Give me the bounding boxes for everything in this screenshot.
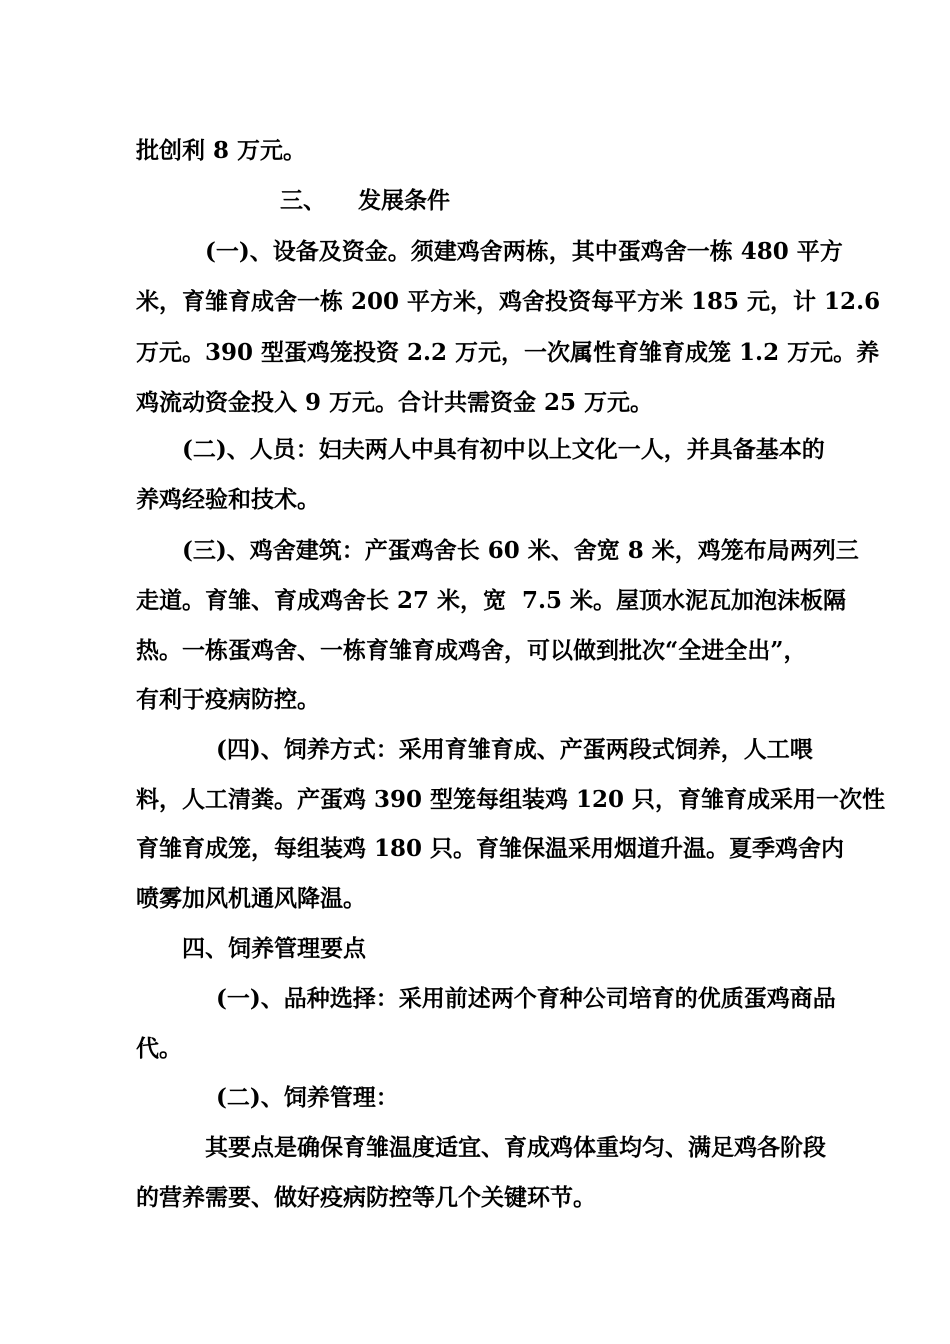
text-line: (一)、品种选择：采用前述两个育种公司培育的优质蛋鸡商品 [216, 985, 836, 1012]
text-line: 的营养需要、做好疫病防控等几个关键环节。 [136, 1184, 596, 1211]
text-line: (三)、鸡舍建筑：产蛋鸡舍长 60 米、舍宽 8 米，鸡笼布局两列三 [182, 537, 859, 564]
text-line: 其要点是确保育雏温度适宜、育成鸡体重均匀、满足鸡各阶段 [205, 1134, 826, 1161]
section-heading: 四、饲养管理要点 [182, 935, 366, 962]
text-line: 有利于疫病防控。 [136, 686, 320, 713]
text-line: 料，人工清粪。产蛋鸡 390 型笼每组装鸡 120 只，育雏育成采用一次性 [136, 786, 886, 813]
text-line: 热。一栋蛋鸡舍、一栋育雏育成鸡舍，可以做到批次“全进全出”， [136, 637, 807, 664]
text-line: 鸡流动资金投入 9 万元。合计共需资金 25 万元。 [136, 389, 654, 416]
text-line: 育雏育成笼，每组装鸡 180 只。育雏保温采用烟道升温。夏季鸡舍内 [136, 835, 845, 862]
text-line: 走道。育雏、育成鸡舍长 27 米，宽 7.5 米。屋顶水泥瓦加泡沫板隔 [136, 587, 847, 614]
text-line: 米，育雏育成舍一栋 200 平方米，鸡舍投资每平方米 185 元，计 12.6 [136, 288, 881, 315]
text-line: (二)、饲养管理： [216, 1084, 399, 1111]
text-line: 养鸡经验和技术。 [136, 486, 320, 513]
text-line: (四)、饲养方式：采用育雏育成、产蛋两段式饲养，人工喂 [216, 736, 813, 763]
text-line: 批创利 8 万元。 [136, 137, 307, 164]
text-line: 万元。390 型蛋鸡笼投资 2.2 万元，一次属性育雏育成笼 1.2 万元。养 [136, 339, 880, 366]
text-line: 代。 [136, 1035, 182, 1062]
text-line: 喷雾加风机通风降温。 [136, 885, 366, 912]
section-heading: 三、 发展条件 [280, 187, 451, 214]
text-line: (二)、人员：妇夫两人中具有初中以上文化一人，并具备基本的 [182, 436, 825, 463]
text-line: (一)、设备及资金。须建鸡舍两栋，其中蛋鸡舍一栋 480 平方 [205, 238, 843, 265]
